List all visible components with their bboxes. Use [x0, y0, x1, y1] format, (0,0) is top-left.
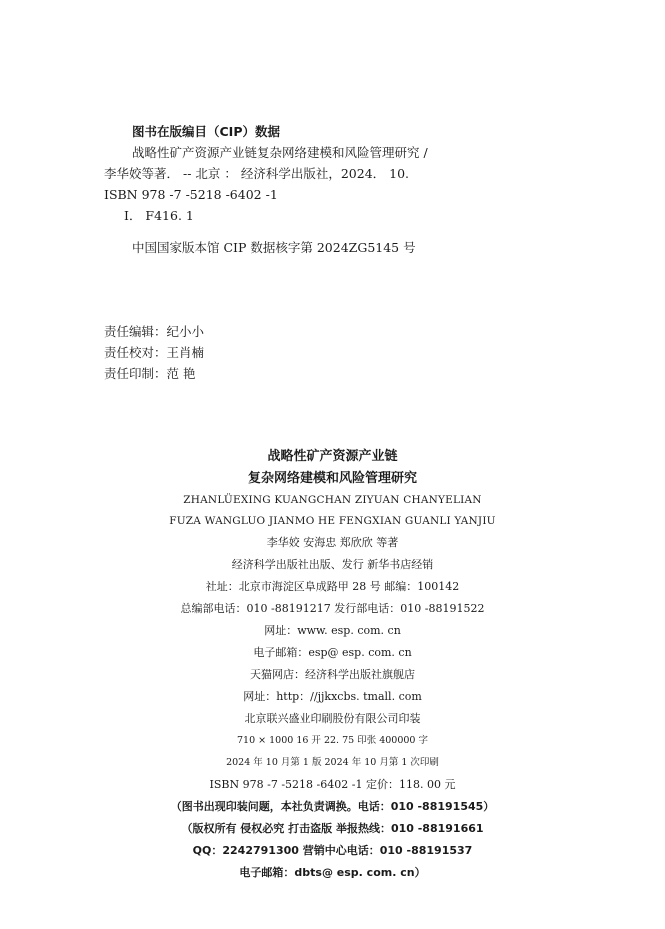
colophon-notice-1: （图书出现印装问题，本社负责调换。电话：010 -88191545）	[170, 800, 495, 813]
cip-author-line: 李华姣等著． -- 北京 ： 经济科学出版社，2024． 10.	[104, 166, 410, 181]
colophon-address: 社址：北京市海淀区阜成路甲 28 号 邮编：100142	[205, 580, 460, 593]
colophon-isbn-price: ISBN 978 -7 -5218 -6402 -1 定价：118. 00 元	[209, 778, 456, 791]
colophon-pinyin-1: ZHANLÜEXING KUANGCHAN ZIYUAN CHANYELIAN	[183, 494, 482, 506]
cip-isbn-line: ISBN 978 -7 -5218 -6402 -1	[104, 187, 278, 202]
cip-heading: 图书在版编目（CIP）数据	[132, 124, 280, 139]
staff-editor: 责任编辑：纪小小	[104, 324, 205, 339]
staff-block	[104, 321, 204, 384]
colophon-pinyin-2: FUZA WANGLUO JIANMO HE FENGXIAN GUANLI YANJIU	[169, 515, 496, 527]
cip-block	[104, 121, 644, 258]
staff-proofreader: 责任校对：王肖楠	[104, 345, 205, 360]
colophon-title-1: 战略性矿产资源产业链	[267, 449, 398, 464]
colophon-notice-4: 电子邮箱：dbts@ esp. com. cn）	[239, 866, 426, 879]
colophon-notice-2: （版权所有 侵权必究 打击盗版 举报热线：010 -88191661	[181, 822, 484, 835]
colophon-notice-3: QQ：2242791300 营销中心电话：010 -88191537	[192, 844, 473, 857]
colophon-format: 710 × 1000 16 开 22. 75 印张 400000 字	[237, 735, 428, 746]
staff-printing: 责任印制：范 艳	[104, 366, 196, 381]
colophon-publisher: 经济科学出版社出版、发行 新华书店经销	[231, 558, 434, 571]
colophon-authors: 李华姣 安海忠 郑欣欣 等著	[266, 536, 399, 549]
colophon-tmall-url: 网址：http：//jjkxcbs. tmall. com	[243, 690, 422, 703]
cip-record-line: 中国国家版本馆 CIP 数据核字第 2024ZG5145 号	[132, 240, 416, 255]
colophon-tmall: 天猫网店：经济科学出版社旗舰店	[250, 668, 415, 681]
colophon-printer: 北京联兴盛业印刷股份有限公司印装	[244, 712, 421, 725]
cip-title-line: 战略性矿产资源产业链复杂网络建模和风险管理研究 /	[132, 145, 428, 160]
colophon-email: 电子邮箱：esp@ esp. com. cn	[253, 646, 412, 659]
colophon-website: 网址：www. esp. com. cn	[264, 624, 401, 637]
colophon-phones: 总编部电话：010 -88191217 发行部电话：010 -88191522	[180, 602, 485, 615]
colophon-edition: 2024 年 10 月第 1 版 2024 年 10 月第 1 次印刷	[226, 757, 439, 768]
colophon-block	[0, 446, 665, 884]
colophon-title-2: 复杂网络建模和风险管理研究	[247, 471, 417, 486]
cip-class-line: Ⅰ． F416. 1	[124, 208, 194, 223]
